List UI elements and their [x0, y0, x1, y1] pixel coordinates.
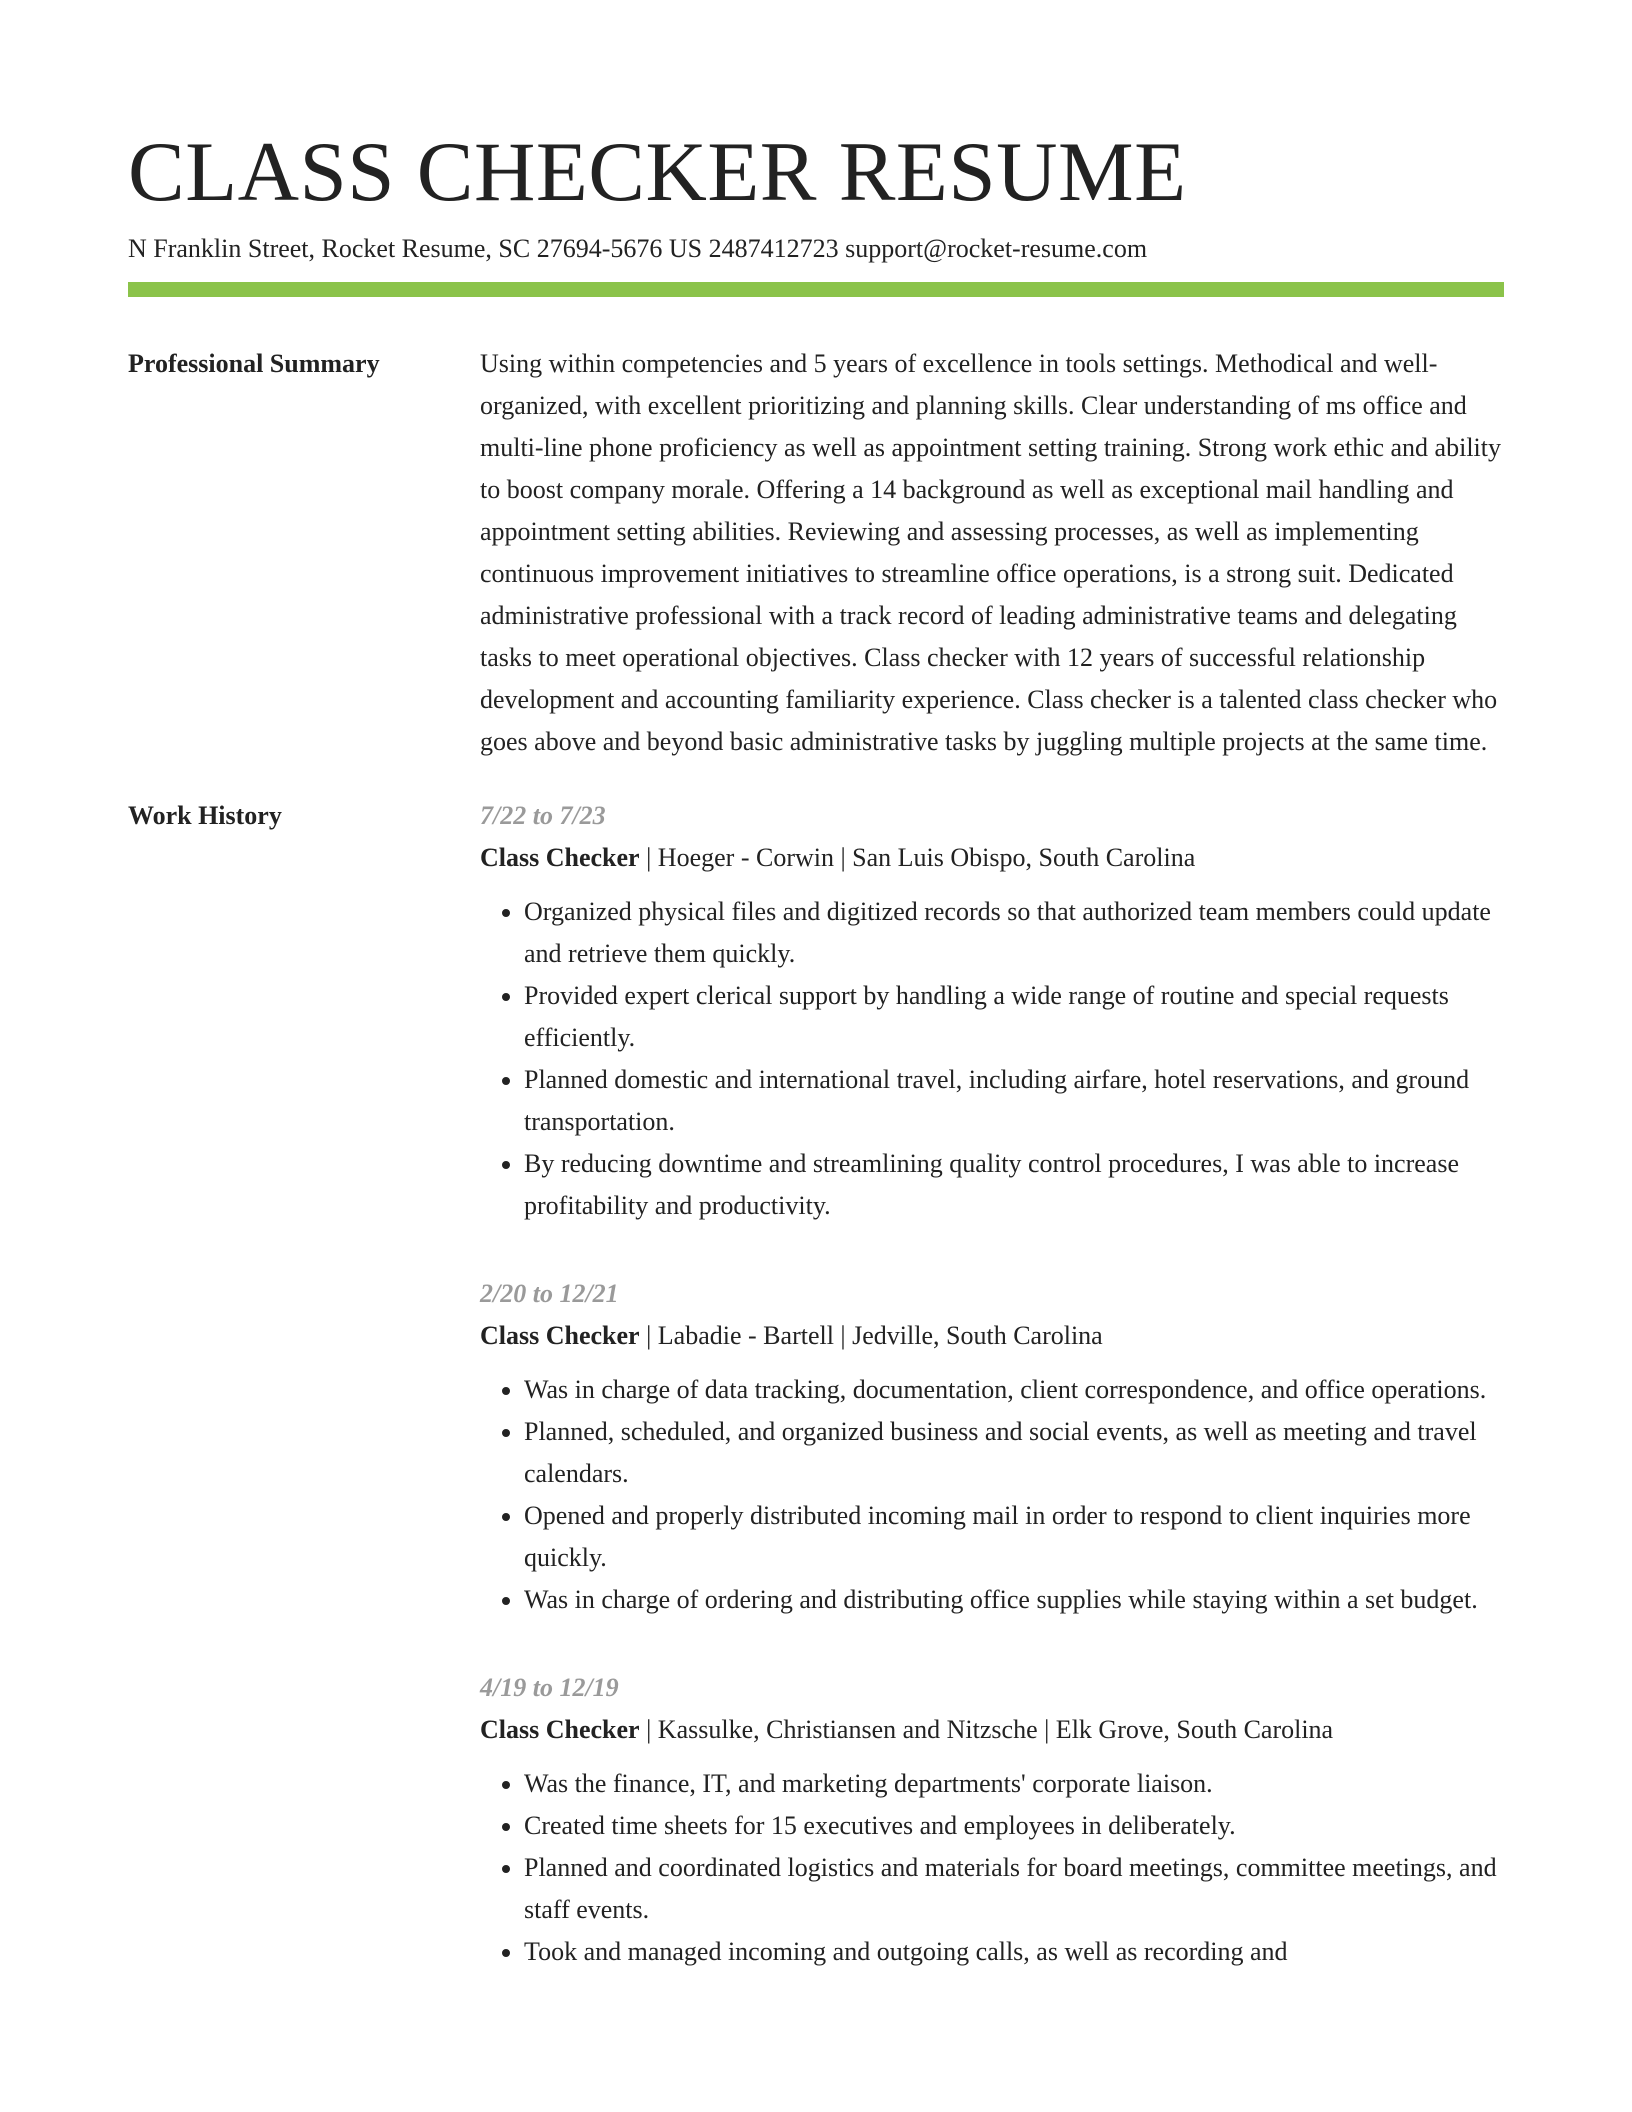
- contact-phone: 2487412723: [708, 234, 839, 263]
- duty-item: • Provided expert clerical support by handling a wide range of routine and special requests efficiently.: [524, 975, 1504, 1059]
- section-label-summary: Professional Summary: [128, 349, 380, 378]
- contact-email: support@rocket-resume.com: [845, 234, 1148, 263]
- professional-summary-section: [128, 343, 1504, 763]
- job-title: Class Checker: [480, 843, 640, 872]
- duty-item: • Took and managed incoming and outgoing calls, as well as recording and: [524, 1931, 1504, 1973]
- duty-list: [480, 1763, 1504, 1973]
- duty-item: • Organized physical files and digitized records so that authorized team members could update and retrieve them quickly.: [524, 891, 1504, 975]
- job-heading: [480, 1709, 1504, 1751]
- job-details: | Labadie - Bartell | Jedville, South Carolina: [639, 1321, 1103, 1350]
- contact-line: [128, 232, 1504, 266]
- job-entry: [480, 1273, 1504, 1621]
- duty-item: • Created time sheets for 15 executives and employees in deliberately.: [524, 1805, 1504, 1847]
- job-dates: 7/22 to 7/23: [480, 801, 606, 830]
- contact-address: N Franklin Street, Rocket Resume, SC 27694-5676 US: [128, 234, 703, 263]
- job-title: Class Checker: [480, 1321, 640, 1350]
- duty-item: • Was in charge of ordering and distributing office supplies while staying within a set budget.: [524, 1579, 1504, 1621]
- resume-page: [128, 0, 1504, 2019]
- job-heading: [480, 1315, 1504, 1357]
- job-details: | Hoeger - Corwin | San Luis Obispo, South Carolina: [639, 843, 1196, 872]
- job-title: Class Checker: [480, 1715, 640, 1744]
- work-history-section: [128, 795, 1504, 2019]
- duty-item: • Was in charge of data tracking, documentation, client correspondence, and office operations.: [524, 1369, 1504, 1411]
- section-label-work: Work History: [128, 801, 282, 830]
- summary-text: Using within competencies and 5 years of excellence in tools settings. Methodical and well-organized, with excellent prioritizing and planning skills. Clear understanding of ms office and multi-line phone proficiency as well as appointment setting training. Strong work ethic and ability to boost company morale. Offering a 14 background as well as exceptional mail handling and appointment setting abilities. Reviewing and assessing processes, as well as implementing continuous improvement initiatives to streamline office operations, is a strong suit. Dedicated administrative professional with a track record of leading administrative teams and delegating tasks to meet operational objectives. Class checker with 12 years of successful relationship development and accounting familiarity experience. Class checker is a talented class checker who goes above and beyond basic administrative tasks by juggling multiple projects at the same time.: [480, 349, 1501, 756]
- job-heading: [480, 837, 1504, 879]
- duty-item: • Planned and coordinated logistics and materials for board meetings, committee meetings, and staff events.: [524, 1847, 1504, 1931]
- duty-item: • Opened and properly distributed incoming mail in order to respond to client inquiries more quickly.: [524, 1495, 1504, 1579]
- job-list: [480, 795, 1504, 2019]
- duty-list: [480, 1369, 1504, 1621]
- duty-item: • Planned, scheduled, and organized business and social events, as well as meeting and travel calendars.: [524, 1411, 1504, 1495]
- duty-item: • Was the finance, IT, and marketing departments' corporate liaison.: [524, 1763, 1504, 1805]
- job-entry: [480, 795, 1504, 1227]
- resume-title: CLASS CHECKER RESUME: [128, 125, 1187, 219]
- duty-list: [480, 891, 1504, 1227]
- duty-item: • By reducing downtime and streamlining quality control procedures, I was able to increase profitability and productivity.: [524, 1143, 1504, 1227]
- job-details: | Kassulke, Christiansen and Nitzsche | Elk Grove, South Carolina: [639, 1715, 1334, 1744]
- header-divider: [128, 282, 1504, 297]
- job-dates: 4/19 to 12/19: [480, 1673, 619, 1702]
- duty-item: • Planned domestic and international travel, including airfare, hotel reservations, and ground transportation.: [524, 1059, 1504, 1143]
- job-dates: 2/20 to 12/21: [480, 1279, 619, 1308]
- job-entry: [480, 1667, 1504, 1973]
